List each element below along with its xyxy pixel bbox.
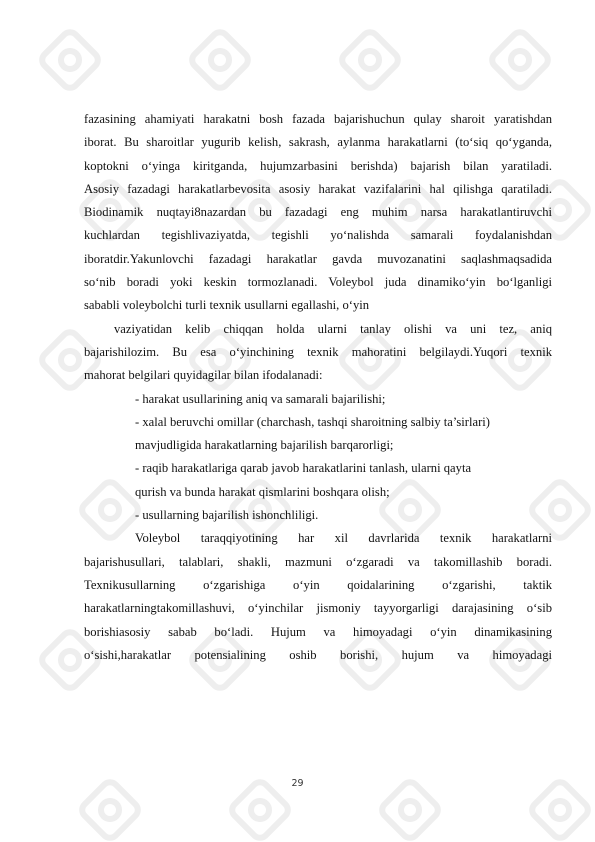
- list-item: - usullarning bajarilish ishonchliligi.: [135, 508, 319, 523]
- text-line: borishiasosiy sabab bo‘ladi. Hujum va himoyadagi o‘yin dinamikasining: [84, 624, 552, 639]
- text-line: Biodinamik nuqtayi8nazardan bu fazadagi eng muhim narsa harakatlantiruvchi: [84, 205, 552, 220]
- text-line: bajarishusullari, talablari, shakli, mazmuni o‘zgaradi va takomillashib boradi.: [84, 554, 552, 569]
- text-line: fazasining ahamiyati harakatni bosh fazada bajarishuchun qulay sharoit yaratishdan: [84, 112, 552, 126]
- text-line: sababli voleybolchi turli texnik usullarni egallashi, o‘yin: [84, 298, 370, 313]
- text-line: mahorat belgilari quyidagilar bilan ifodalanadi:: [84, 368, 323, 383]
- text-line: Asosiy fazadagi harakatlarbevosita asosiy harakat vazifalarini hal qilishga qaratiladi.: [84, 181, 552, 196]
- text-line: Texnikusullarning o‘zgarishiga o‘yin qoidalarining o‘zgarishi, taktik: [84, 577, 552, 592]
- paragraph-1: [84, 108, 552, 318]
- list-item: qurish va bunda harakat qismlarini boshqara olish;: [135, 484, 390, 499]
- list-item: - raqib harakatlariga qarab javob harakatlarini tanlash, ularni qayta: [135, 461, 472, 476]
- text-line: kuchlardan tegishlivaziyatda, tegishli yo‘nalishda samarali foydalanishdan: [84, 228, 552, 243]
- text-line: iboratdir.Yakunlovchi fazadagi harakatlar gavda muvozanatini saqlashmaqsadida: [84, 251, 552, 266]
- page-number: 29: [291, 778, 304, 789]
- text-line: koptokni o‘yinga kiritganda, hujumzarbasini berishda) bajarish bilan yaratiladi.: [84, 158, 552, 173]
- text-line: bajarishilozim. Bu esa o‘yinchining texnik mahoratini belgilaydi.Yuqori texnik: [84, 344, 552, 359]
- list-item: mavjudligida harakatlarning bajarilish barqarorligi;: [135, 438, 394, 453]
- list-item: - xalal beruvchi omillar (charchash, tashqi sharoitning salbiy ta’sirlari): [135, 414, 490, 429]
- text-line: iborat. Bu sharoitlar yugurib kelish, sakrash, aylanma harakatlarni (to‘siq qo‘yganda,: [84, 135, 552, 150]
- paragraph-3: [84, 527, 552, 667]
- text-line: harakatlarningtakomillashuvi, o‘yinchilar jismoniy tayyorgarligi darajasining o‘sib: [84, 601, 552, 616]
- list-item: - harakat usullarining aniq va samarali bajarilishi;: [135, 391, 386, 406]
- text-line: vaziyatidan kelib chiqqan holda ularni tanlay olishi va uni tez, aniq: [114, 321, 552, 336]
- text-line: so‘nib boradi yoki keskin tormozlanadi. Voleybol juda dinamiko‘yin bo‘lganligi: [84, 275, 552, 290]
- requirements-list: [84, 388, 552, 528]
- body-text: [84, 108, 552, 667]
- text-line: o‘sishi,harakatlar potensialining oshib borishi, hujum va himoyadagi: [84, 647, 552, 662]
- paragraph-2: [84, 318, 552, 388]
- text-line: Voleybol taraqqiyotining har xil davrlarida texnik harakatlarni: [135, 531, 552, 546]
